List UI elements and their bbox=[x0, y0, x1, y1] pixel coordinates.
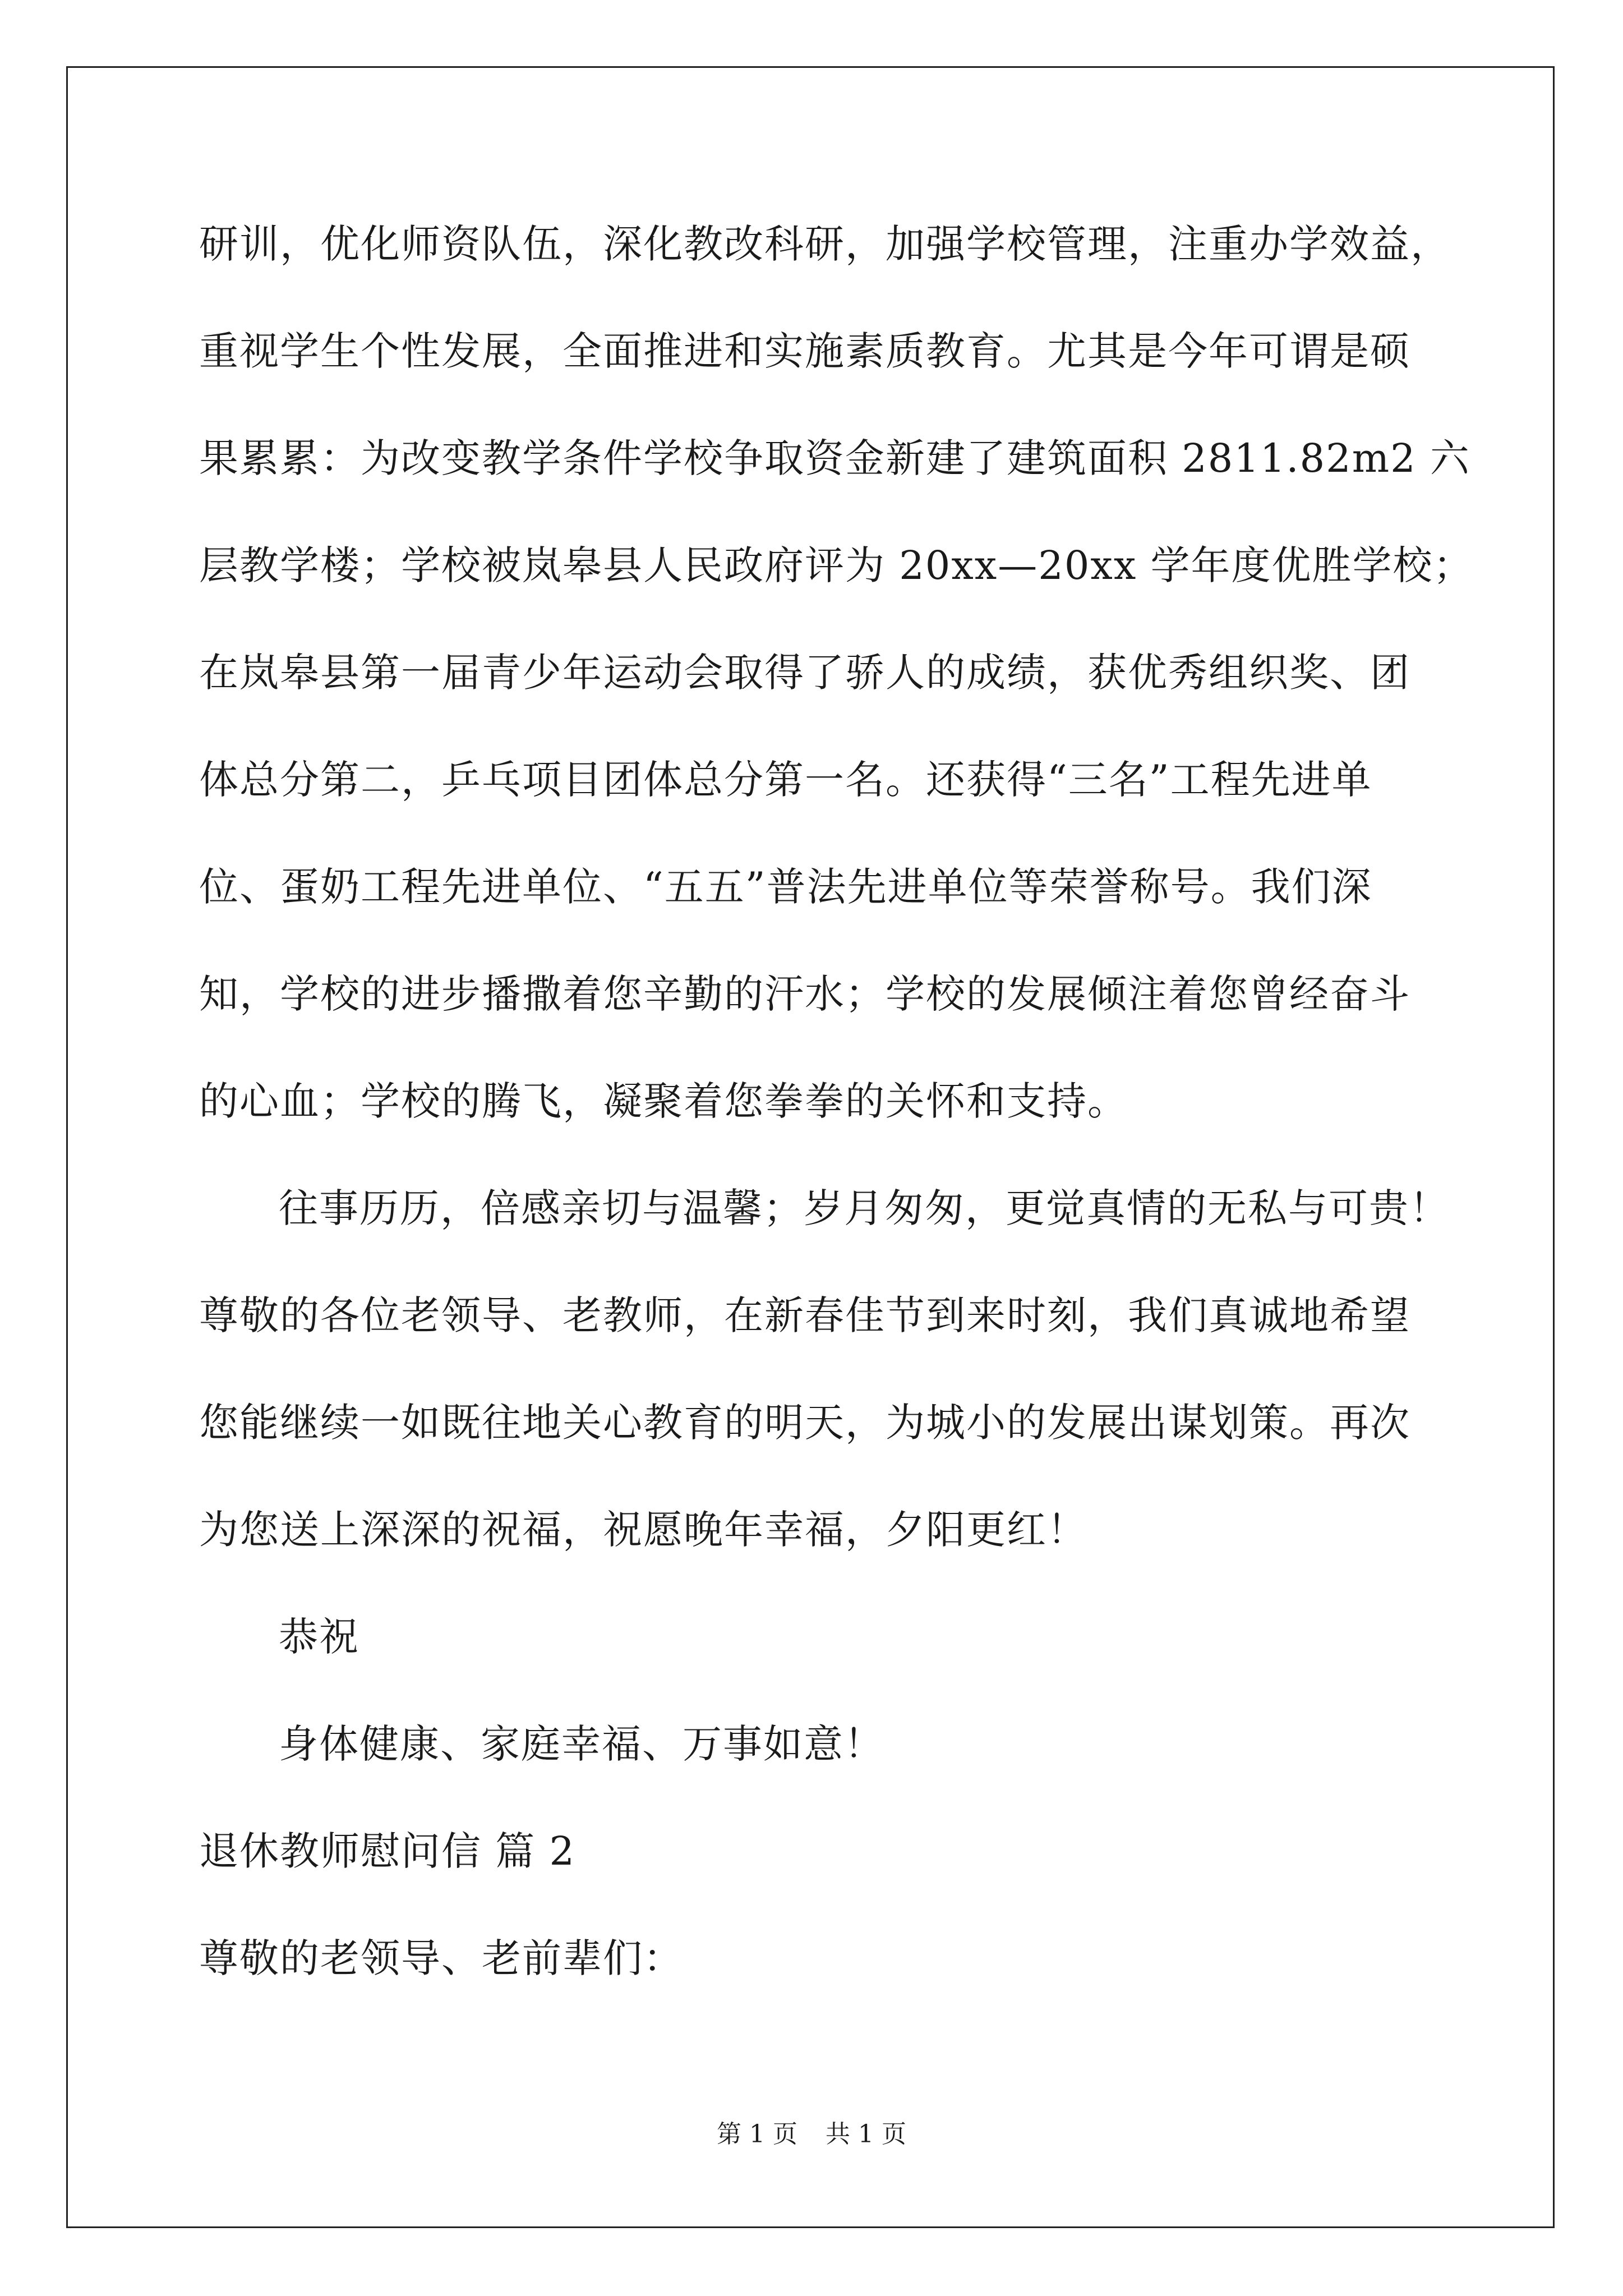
closing-wishes: 身体健康、家庭幸福、万事如意！ bbox=[279, 1721, 884, 1767]
paragraph-start-line: 往事历历，倍感亲切与温馨；岁月匆匆，更觉真情的无私与可贵！ bbox=[279, 1185, 1450, 1231]
text-line: 知，学校的进步播撒着您辛勤的汗水；学校的发展倾注着您曾经奋斗 bbox=[199, 971, 1410, 1017]
text-line: 在岚皋县第一届青少年运动会取得了骄人的成绩，获优秀组织奖、团 bbox=[199, 650, 1410, 696]
text-line: 的心血；学校的腾飞，凝聚着您拳拳的关怀和支持。 bbox=[199, 1078, 1128, 1124]
salutation: 尊敬的老领导、老前辈们： bbox=[199, 1935, 684, 1981]
text-line: 研训，优化师资队伍，深化教改科研，加强学校管理，注重办学效益， bbox=[199, 221, 1451, 267]
text-line: 为您送上深深的祝福，祝愿晚年幸福，夕阳更红！ bbox=[199, 1507, 1087, 1553]
page-number: 第 1 页 bbox=[717, 2120, 797, 2148]
page-total: 共 1 页 bbox=[826, 2120, 906, 2148]
text-line: 您能继续一如既往地关心教育的明天，为城小的发展出谋划策。再次 bbox=[199, 1400, 1410, 1446]
text-line: 位、蛋奶工程先进单位、“五五”普法先进单位等荣誉称号。我们深 bbox=[199, 864, 1372, 910]
section-heading: 退休教师慰问信 篇 2 bbox=[199, 1828, 576, 1874]
page-footer bbox=[0, 2118, 1623, 2151]
document-body bbox=[199, 191, 1474, 2012]
text-line: 果累累：为改变教学条件学校争取资金新建了建筑面积 2811.82m2 六 bbox=[199, 435, 1470, 481]
text-line: 体总分第二，乒乓项目团体总分第一名。还获得“三名”工程先进单 bbox=[199, 757, 1372, 803]
text-line: 层教学楼；学校被岚皋县人民政府评为 20xx—20xx 学年度优胜学校； bbox=[199, 542, 1474, 588]
closing-greeting: 恭祝 bbox=[279, 1614, 359, 1660]
text-line: 重视学生个性发展，全面推进和实施素质教育。尤其是今年可谓是硕 bbox=[199, 328, 1410, 374]
text-line: 尊敬的各位老领导、老教师，在新春佳节到来时刻，我们真诚地希望 bbox=[199, 1292, 1410, 1338]
